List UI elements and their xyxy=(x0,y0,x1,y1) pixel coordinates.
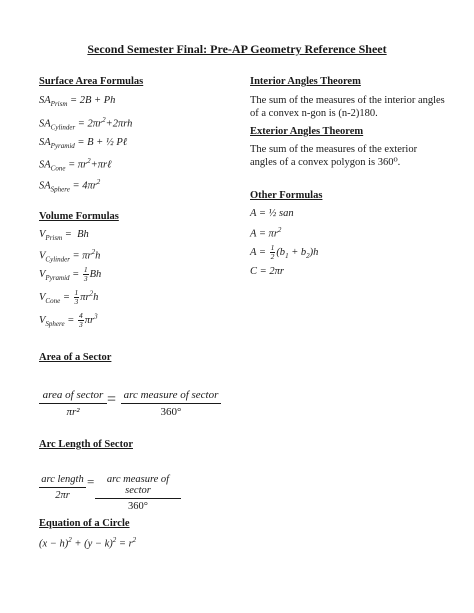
volume-heading: Volume Formulas xyxy=(39,211,119,222)
arc-length-right-fraction xyxy=(95,474,181,512)
formula-v-cone: $V_{Cone}$ = $\frac{1}{3}$ $\pi r^2h$ xyxy=(39,288,99,306)
formula-sa-pyramid: $SA_{Pyramid} = B$ + ½ Pℓ xyxy=(39,137,128,151)
arc-length-equals: = xyxy=(87,474,95,489)
arc-length-left-denominator: 2πr xyxy=(55,490,70,501)
exterior-angles-text: The sum of the measures of the exterior angles of a convex polygon is 360⁰. xyxy=(250,144,418,168)
arc-length-left-fraction xyxy=(39,474,86,501)
formula-v-prism: $V_{Prism} = Bh$ xyxy=(39,229,89,243)
formula-v-cylinder: $V_{Cylinder} = \pi r^2h$ xyxy=(39,248,101,264)
formula-sa-prism: $SA_{Prism} = 2B + Ph$ xyxy=(39,95,116,109)
page-title: Second Semester Final: Pre-AP Geometry Reference Sheet xyxy=(87,42,387,56)
interior-angles-heading: Interior Angles Theorem xyxy=(250,76,361,87)
circle-heading: Equation of a Circle xyxy=(39,518,130,529)
formula-trapezoid-area: A = $\frac{1}{2}$ $(b_1 + b_2)h$ xyxy=(250,243,319,261)
sector-area-left-fraction xyxy=(39,389,107,418)
arc-length-left-numerator: arc length xyxy=(39,474,86,488)
formula-sa-cone: $SA_{Cone}$ = $\pi r^2+\pi r\ell$ xyxy=(39,157,112,173)
surface-area-heading: Surface Area Formulas xyxy=(39,76,144,87)
sector-area-right-fraction xyxy=(121,389,221,418)
formula-sa-cylinder: $SA_{Cylinder} = 2\pi r^2+2\pi rh$ xyxy=(39,116,133,132)
sector-area-equals: = xyxy=(107,391,117,408)
formula-v-pyramid: $V_{Pyramid}$ = $\frac{1}{3}$ Bh xyxy=(39,265,102,283)
sector-area-right-numerator: arc measure of sector xyxy=(121,389,221,404)
sector-area-heading: Area of a Sector xyxy=(39,352,112,363)
sector-area-left-numerator: area of sector xyxy=(39,389,107,404)
exterior-angles-heading: Exterior Angles Theorem xyxy=(250,126,364,137)
formula-circle-area: $A = \pi r^2$ xyxy=(250,226,282,240)
formula-v-sphere: $V_{Sphere}$ = $\frac{4}{3}$ $\pi r^3$ xyxy=(39,311,98,329)
formula-circumference: C = 2πr xyxy=(250,266,284,277)
formula-circle: $(x - h)^2 + (y - k)^2 = r^2$ xyxy=(39,536,137,550)
arc-length-right-numerator: arc measure of sector xyxy=(95,474,181,499)
sector-area-left-denominator: πr² xyxy=(66,406,80,418)
arc-length-right-denominator: 360° xyxy=(128,501,148,512)
arc-length-heading: Arc Length of Sector xyxy=(39,439,133,450)
other-formulas-heading: Other Formulas xyxy=(250,190,323,201)
formula-regular-polygon-area: A = ½ san xyxy=(250,208,294,219)
formula-sa-sphere: $SA_{Sphere} = 4\pi r^2$ xyxy=(39,178,101,194)
sector-area-right-denominator: 360° xyxy=(160,406,182,418)
interior-angles-text: The sum of the measures of the interior angles of a convex n-gon is (n-2)180. xyxy=(250,95,445,119)
